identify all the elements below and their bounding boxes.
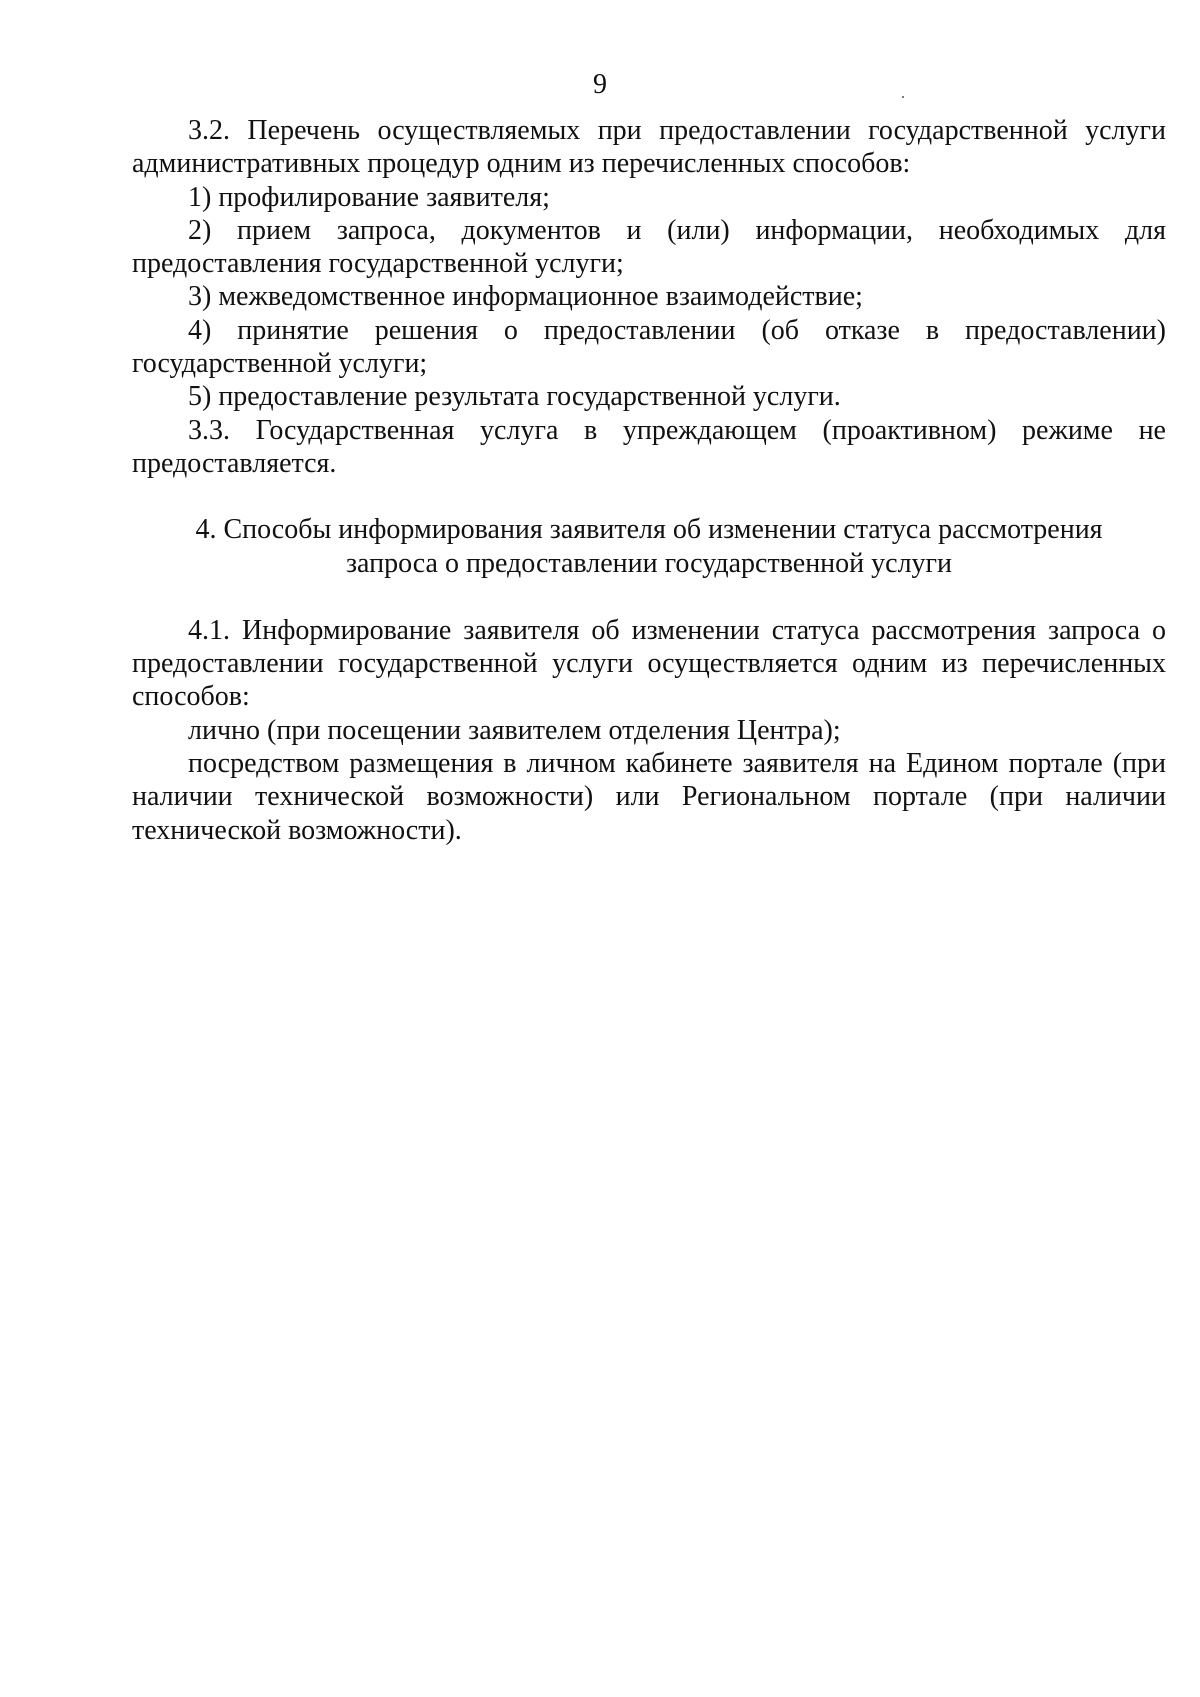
list-item-1: 1) профилирование заявителя; bbox=[188, 181, 550, 213]
method-in-person: лично (при посещении заявителем отделения Центра); bbox=[188, 714, 841, 746]
section-4-heading-line-2: запроса о предоставлении государственной услуги bbox=[345, 547, 953, 579]
section-4-heading bbox=[132, 513, 1166, 580]
list-item-5: 5) предоставление результата государственной услуги. bbox=[188, 381, 841, 413]
document-body bbox=[132, 114, 1166, 847]
list-item-4: 4) принятие решения о предоставлении (об отказе в предоставлении) государственной услуги; bbox=[132, 314, 1166, 380]
paragraph-4-1: 4.1. Информирование заявителя об изменении статуса рассмотрения запроса о предоставлении государственной услуги осуществляется одним из перечисленных способов: bbox=[132, 614, 1166, 713]
list-item-3: 3) межведомственное информационное взаимодействие; bbox=[188, 281, 863, 313]
page-number: 9 bbox=[593, 69, 607, 100]
paragraph-3-2: 3.2. Перечень осуществляемых при предоставлении государственной услуги административных процедур одним из перечисленных способов: bbox=[132, 115, 1166, 180]
scan-speck bbox=[902, 96, 904, 98]
method-portal: посредством размещения в личном кабинете заявителя на Едином портале (при наличии технической возможности) или Региональном портале (при наличии технической возможности). bbox=[132, 748, 1166, 846]
section-4-heading-line-1: 4. Способы информирования заявителя об изменении статуса рассмотрения bbox=[195, 514, 1103, 546]
paragraph-3-3: 3.3. Государственная услуга в упреждающем (проактивном) режиме не предоставляется. bbox=[132, 414, 1166, 479]
list-item-2: 2) прием запроса, документов и (или) информации, необходимых для предоставления государственной услуги; bbox=[132, 214, 1166, 280]
